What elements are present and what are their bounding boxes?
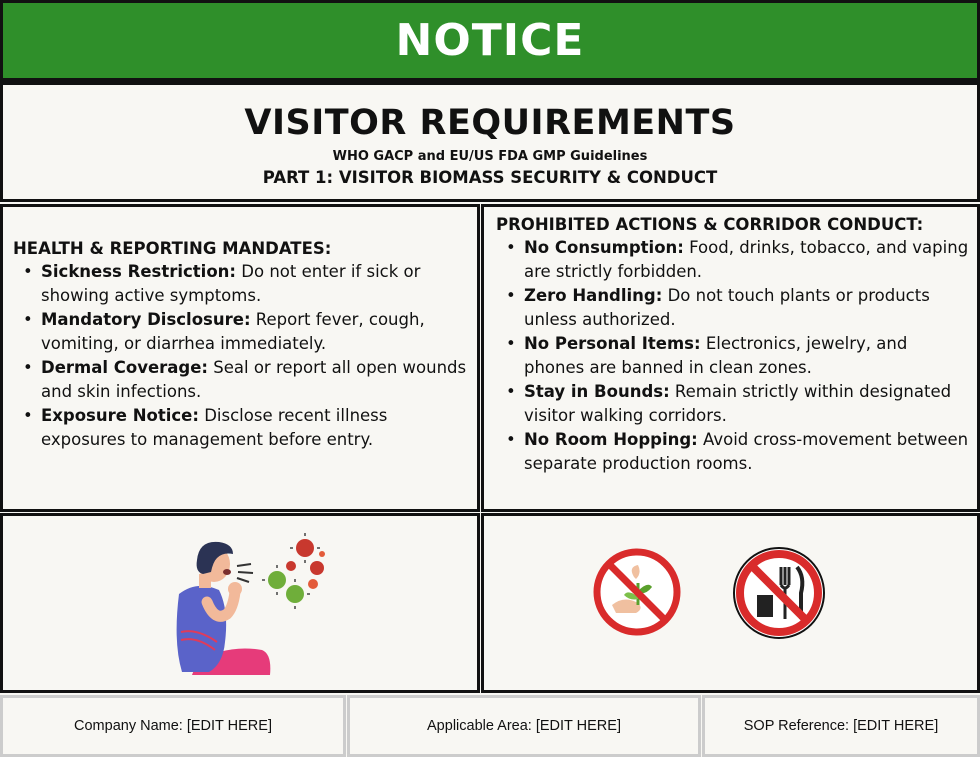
item-text: Report fever, cough, vomiting, or diarrhea immediately. [41,310,425,353]
item-text: Disclose recent illness exposures to management before entry. [41,406,388,449]
notice-banner [0,0,980,82]
item-label: No Consumption: [524,238,684,257]
prohibition-icons-panel [481,513,980,693]
list-item [496,284,969,332]
item-text: Remain strictly within designated visitor walking corridors. [524,382,952,425]
item-label: No Personal Items: [524,334,701,353]
item-label: Stay in Bounds: [524,382,670,401]
part-heading: PART 1: VISITOR BIOMASS SECURITY & CONDUCT [262,168,718,187]
list-item [496,428,969,476]
list-item [13,260,467,308]
health-section [0,204,480,512]
item-text: Seal or report all open wounds and skin infections. [41,358,467,401]
prohibited-section [481,204,980,512]
coughing-person-icon [167,532,337,677]
applicable-area-field: Applicable Area: [EDIT HERE] [347,695,701,757]
guidelines-subtitle: WHO GACP and EU/US FDA GMP Guidelines [332,149,648,164]
list-item [13,356,467,404]
prohibited-list [496,236,969,476]
list-item [13,308,467,356]
item-text: Do not enter if sick or showing active symptoms. [41,262,421,305]
item-label: Exposure Notice: [41,406,199,425]
item-text: Avoid cross-movement between separate production rooms. [524,430,969,473]
list-item [496,236,969,284]
item-label: Mandatory Disclosure: [41,310,251,329]
no-touch-plants-icon [592,547,682,637]
header-section [0,82,980,202]
item-label: Zero Handling: [524,286,663,305]
item-label: Dermal Coverage: [41,358,209,377]
item-text: Food, drinks, tobacco, and vaping are strictly forbidden. [524,238,969,281]
list-item [496,332,969,380]
company-name-field: Company Name: [EDIT HERE] [0,695,346,757]
item-label: No Room Hopping: [524,430,698,449]
prohibited-section-title: PROHIBITED ACTIONS & CORRIDOR CONDUCT: [496,215,924,234]
health-section-title: HEALTH & REPORTING MANDATES: [13,239,332,258]
item-text: Electronics, jewelry, and phones are banned in clean zones. [524,334,908,377]
item-text: Do not touch plants or products unless authorized. [524,286,930,329]
banner-title: NOTICE [395,15,585,66]
item-label: Sickness Restriction: [41,262,237,281]
no-food-drink-icon [731,545,827,641]
illness-illustration-panel [0,513,480,693]
page-title: VISITOR REQUIREMENTS [244,103,736,143]
health-list [13,260,467,452]
sop-reference-field: SOP Reference: [EDIT HERE] [702,695,980,757]
list-item [496,380,969,428]
list-item [13,404,467,452]
